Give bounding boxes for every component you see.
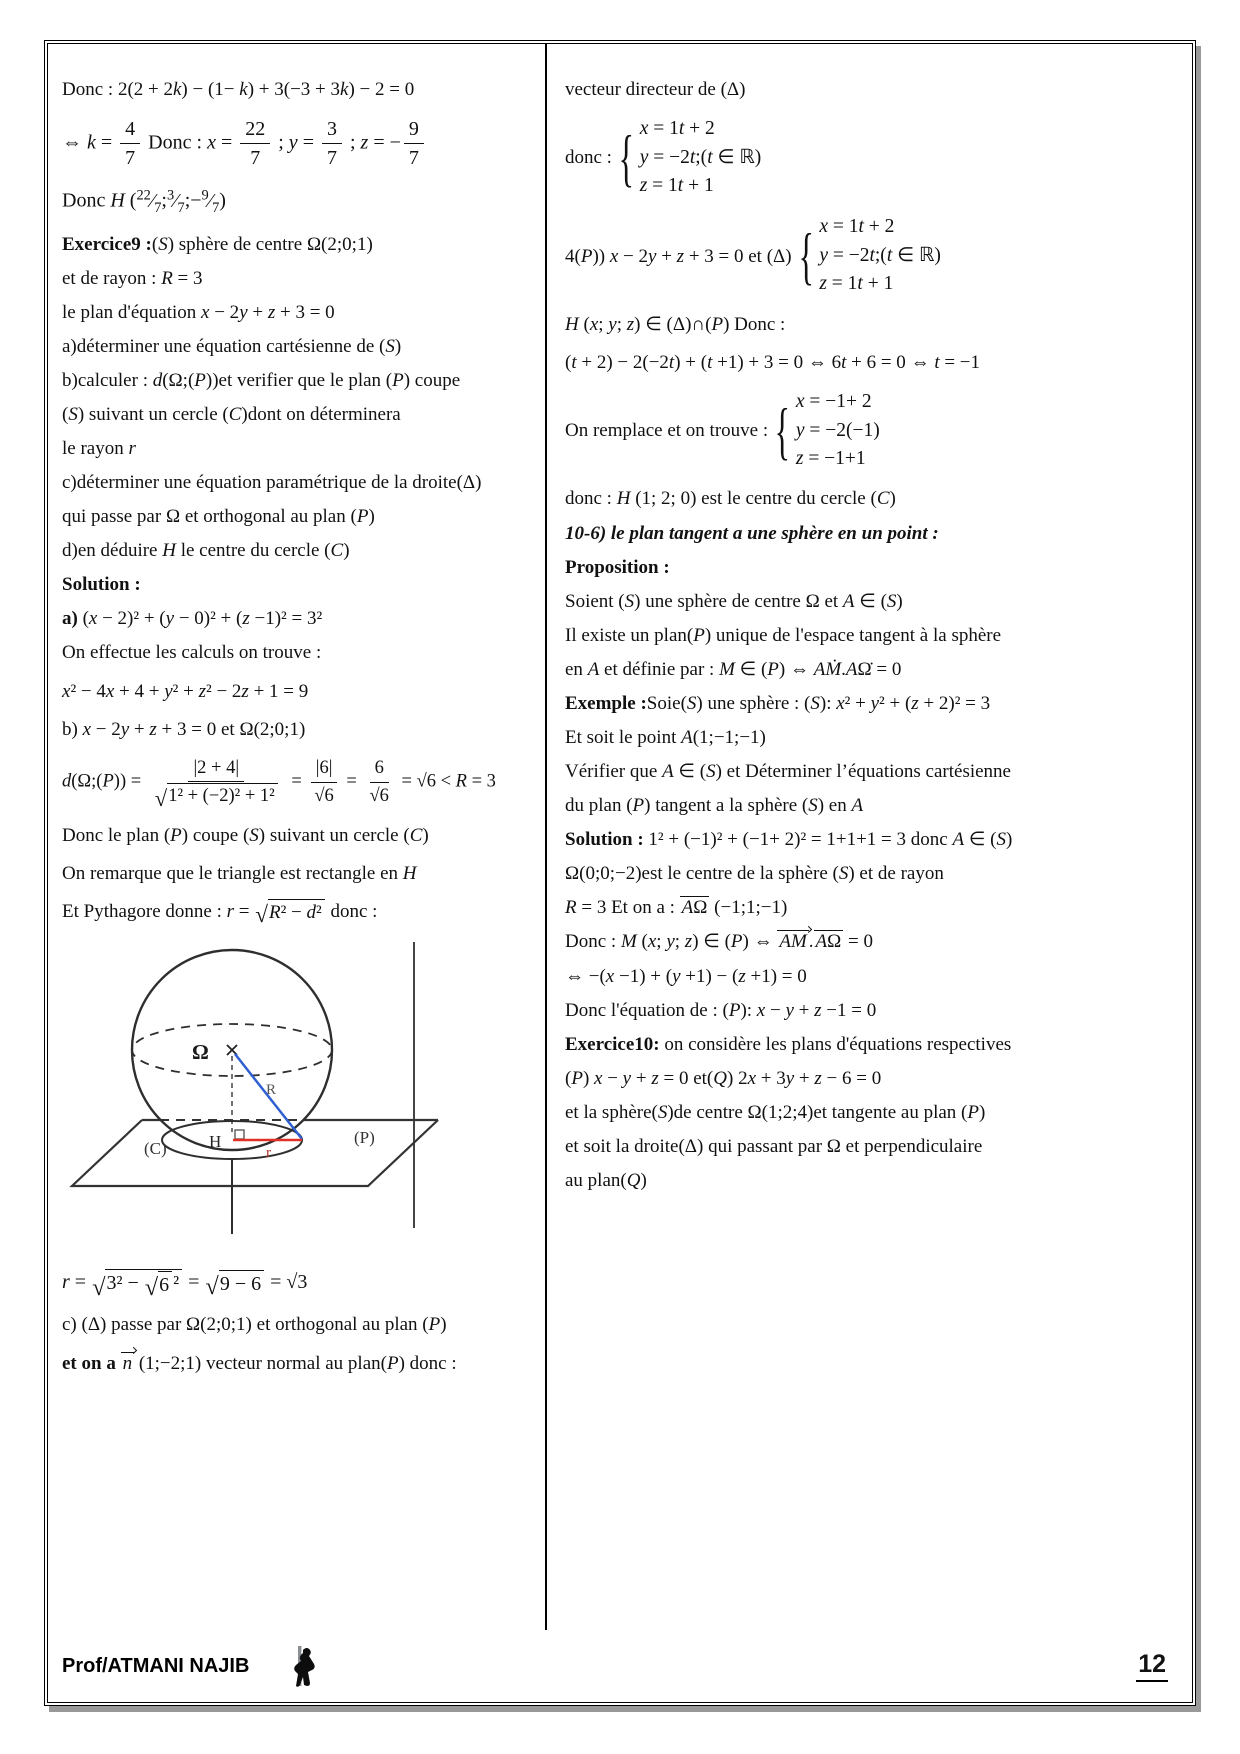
text-line: et de rayon : R = 3 <box>62 267 203 289</box>
text-line: Ω(0;0;−2)est le centre de la sphère (S) et de rayon <box>565 863 944 885</box>
text-line: Vérifier que A ∈ (S) et Déterminer l’équations cartésienne <box>565 761 1011 783</box>
text-line: le rayon r <box>62 438 136 459</box>
equation-system <box>565 115 1182 200</box>
text-line: vecteur directeur de (Δ) <box>565 79 746 100</box>
page-number: 12 <box>1136 1650 1168 1682</box>
text-line: (t + 2) − 2(−2t) + (t +1) + 3 = 0 ⇔ 6t + 6 = 0 ⇔ t = −1 <box>565 351 981 373</box>
left-column <box>48 44 547 1630</box>
center-h-label: H <box>209 1132 222 1152</box>
text-line: H (x; y; z) ∈ (Δ)∩(P) Donc : <box>565 313 786 335</box>
system-row: y = −2t;(t ∈ ℝ) <box>639 146 762 168</box>
text-line: Donc H $(^{22}⁄_7;^3⁄_7;-^9⁄_7)$ <box>62 186 226 216</box>
text-line: (P) x − y + z = 0 et(Q) 2x + 3y + z − 6 = 0 <box>565 1067 882 1089</box>
document-page <box>44 40 1196 1706</box>
text-line: On remarque que le triangle est rectangle en H <box>62 862 417 884</box>
text-line: Et soit le point A(1;−1;−1) <box>565 727 766 748</box>
system-row: z = 1t + 1 <box>819 273 894 295</box>
system-brace: { <box>798 219 814 291</box>
text-line: au plan(Q) <box>565 1170 647 1192</box>
text-line: le plan d'équation x − 2y + z + 3 = 0 <box>62 301 335 323</box>
text-line: Donc : 2(2 + 2k) − (1− k) + 3(−3 + 3k) − 2 = 0 <box>62 79 415 100</box>
omega-label: Ω <box>192 1040 209 1065</box>
text-line: b)calculer : d(Ω;(P))et verifier que le plan (P) coupe <box>62 369 461 391</box>
text-line: ⇔ −(x −1) + (y +1) − (z +1) = 0 <box>565 965 807 987</box>
page-footer <box>48 1630 1192 1702</box>
right-column <box>547 44 1192 1630</box>
system-row: x = 1t + 2 <box>819 216 895 238</box>
plane-label: (P) <box>354 1128 375 1148</box>
text-line: Solution : <box>62 574 141 596</box>
text-line: On effectue les calculs on trouve : <box>62 642 322 664</box>
text-line: r = √ 3² − √ 6 ² = √ 9 − 6 = √3 <box>62 1269 537 1298</box>
system-label: donc : <box>565 147 612 169</box>
text-line: Soient (S) une sphère de centre Ω et A ∈ (S) <box>565 590 903 612</box>
equation-system <box>565 388 1182 473</box>
text-line: Donc l'équation de : (P): x − y + z −1 = 0 <box>565 999 877 1021</box>
text-line: R = 3 Et on a : AΩ (−1;1;−1) <box>565 897 788 919</box>
text-line: d(Ω;(P)) = |2 + 4| √ 1² + (−2)² + 1² = $\frac{|6|}{√6}$ = $\frac{6}{√6}$ = √6 < R = 3 <box>62 757 496 812</box>
sphere-plane-diagram <box>62 938 454 1250</box>
plane-parallelogram <box>72 1120 438 1186</box>
text-line: Exemple :Soie(S) une sphère : (S): x² + y² + (z + 2)² = 3 <box>565 692 991 714</box>
system-row: y = −2t;(t ∈ ℝ) <box>819 244 941 266</box>
text-line: x² − 4x + 4 + y² + z² − 2z + 1 = 9 <box>62 680 309 702</box>
big-radius-label: R <box>266 1082 277 1099</box>
text-line: d)en déduire H le centre du cercle (C) <box>62 540 350 562</box>
text-line: (S) suivant un cercle (C)dont on déterminera <box>62 403 401 425</box>
text-line: Et Pythagore donne : r = √ R² − d² donc : <box>62 900 378 929</box>
right-angle-marker <box>235 1130 244 1139</box>
equation-system <box>565 213 1182 298</box>
text-line: Donc le plan (P) coupe (S) suivant un cercle (C) <box>62 824 429 846</box>
text-line: Il existe un plan(P) unique de l'espace tangent à la sphère <box>565 624 1002 646</box>
system-rows <box>640 115 762 200</box>
text-line: du plan (P) tangent a la sphère (S) en A <box>565 795 864 817</box>
text-line: a) (x − 2)² + (y − 0)² + (z −1)² = 3² <box>62 608 323 630</box>
system-row: z = −1+1 <box>795 447 866 469</box>
system-rows <box>796 388 880 473</box>
system-row: x = 1t + 2 <box>639 118 715 140</box>
system-row: x = −1+ 2 <box>795 391 872 413</box>
text-line: b) x − 2y + z + 3 = 0 et Ω(2;0;1) <box>62 718 306 740</box>
text-line: et on a n (1;−2;1) vecteur normal au plan(P) donc : <box>62 1352 457 1374</box>
two-column-layout <box>48 44 1192 1630</box>
circle-label: (C) <box>144 1139 167 1159</box>
text-line: en A et définie par : M ∈ (P) ⇔ AṀ.AΩ̇ = 0 <box>565 658 902 680</box>
system-rows <box>819 213 941 298</box>
text-line: c)déterminer une équation paramétrique de la droite(Δ) <box>62 472 482 494</box>
text-line: Solution : 1² + (−1)² + (−1+ 2)² = 1+1+1 = 3 donc A ∈ (S) <box>565 829 1013 851</box>
system-label: 4(P)) x − 2y + z + 3 = 0 et (Δ) <box>565 245 792 267</box>
text-line: donc : H (1; 2; 0) est le centre du cercle (C) <box>565 488 896 510</box>
system-brace: { <box>618 121 635 193</box>
text-line: Exercice10: on considère les plans d'équations respectives <box>565 1033 1012 1055</box>
text-line: Donc : M (x; y; z) ∈ (P) ⇔ AM . AΩ = 0 <box>565 931 873 953</box>
text-line: Proposition : <box>565 556 670 578</box>
text-line: et la sphère(S)de centre Ω(1;2;4)et tangente au plan (P) <box>565 1101 986 1123</box>
text-line: Exercice9 :(S) sphère de centre Ω(2;0;1) <box>62 233 373 255</box>
text-line: et soit la droite(Δ) qui passant par Ω et perpendiculaire <box>565 1135 983 1157</box>
text-line: 10-6) le plan tangent a une sphère en un point : <box>565 522 939 544</box>
text-line: qui passe par Ω et orthogonal au plan (P) <box>62 506 375 528</box>
text-line: ⇔ k = $\frac{4}{7}$ Donc : x = $\frac{22}{7}$ ; y = $\frac{3}{7}$ ; z = − $\frac{9}{7}$ <box>62 116 537 172</box>
system-row: y = −2(−1) <box>795 419 880 441</box>
text-line: a)déterminer une équation cartésienne de (S) <box>62 335 402 357</box>
system-brace: { <box>774 394 791 466</box>
system-row: z = 1t + 1 <box>639 175 714 197</box>
text-line: c) (Δ) passe par Ω(2;0;1) et orthogonal au plan (P) <box>62 1314 447 1336</box>
teacher-logo-icon <box>289 1645 319 1687</box>
center-marker <box>227 1045 237 1055</box>
footer-author: Prof/ATMANI NAJIB <box>62 1654 250 1677</box>
small-radius-label: r <box>266 1145 271 1162</box>
system-label: On remplace et on trouve : <box>565 420 769 442</box>
diagram-block <box>62 938 537 1255</box>
